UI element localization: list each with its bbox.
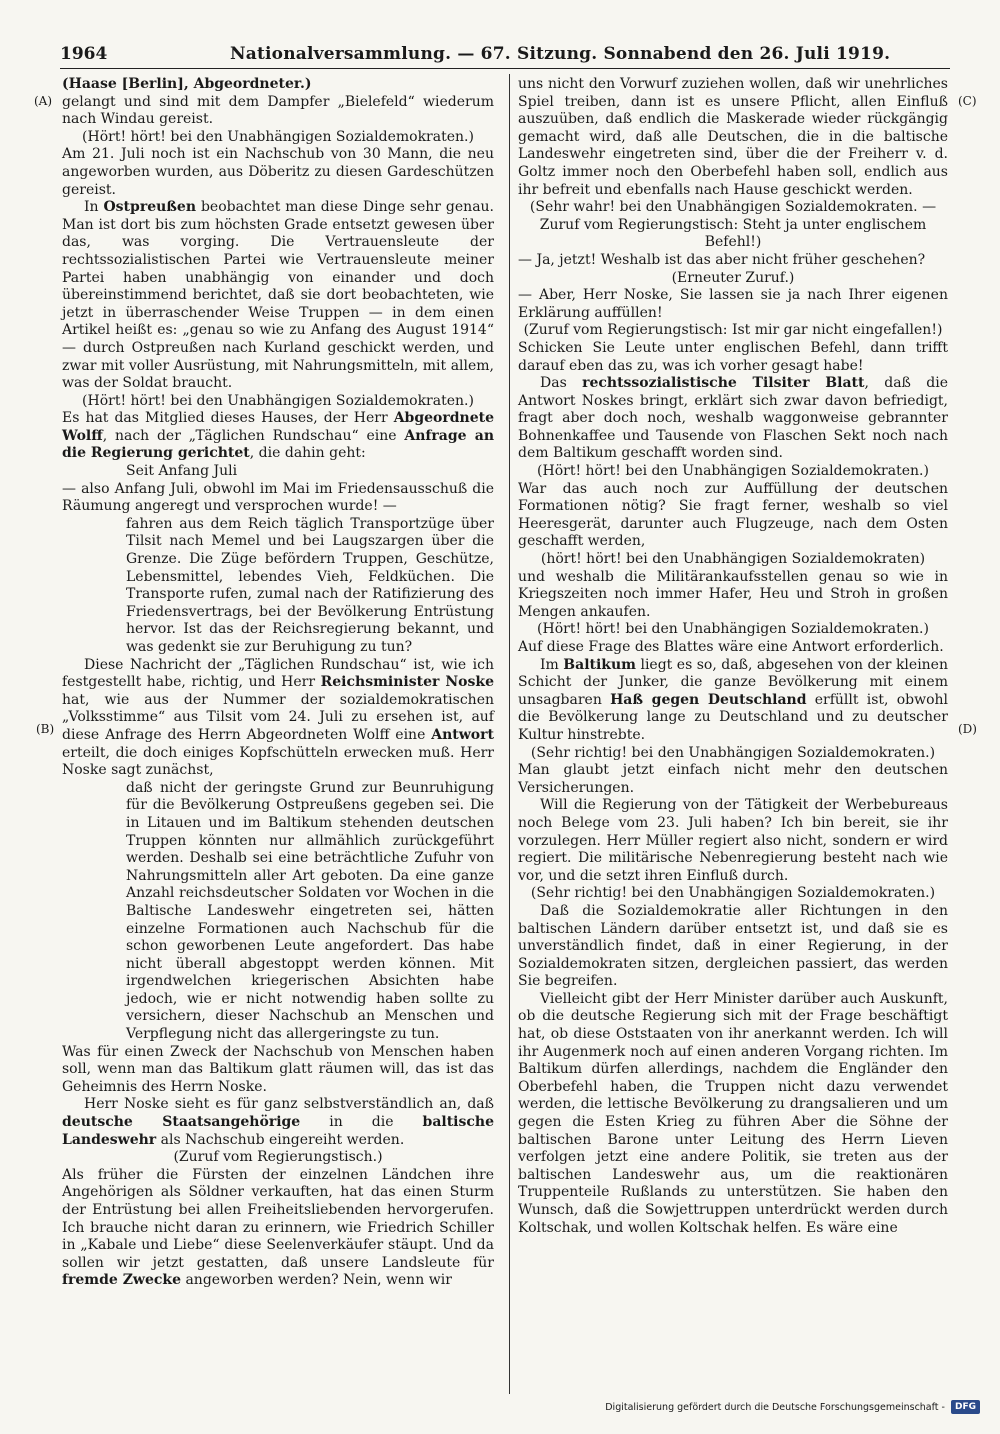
quote: Seit Anfang Juli xyxy=(126,463,238,480)
page-number: 1964 xyxy=(60,44,108,64)
quote: daß nicht der geringste Grund zur Beunruhigung für die Bevölkerung Ostpreußens gegeben sei. Die in Litauen und im Baltikum stehenden deutschen Truppen könnten nur allmählich zurückgeführt werden. Deshalb sei eine beträchtliche Zufuhr von Nahrungsmitteln aller Art geboten. Da eine ganze Anzahl reichsdeutscher Soldaten vor Wochen in die Baltische Landeswehr eingetreten sei, hätten einzelne Formationen auch Nachschub für die schon geworbenen Leute angefordert. Das habe nicht überall abgestoppt werden können. Mit irgendwelchen kriegerischen Absichten habe jedoch, wie er nicht notwendig haben sollte zu versichern, dieser Nachschub an Menschen und Verpflegung nicht das allergeringste zu tun. xyxy=(126,779,494,1043)
emphasis: Abgeordnete Wolff xyxy=(62,410,494,444)
paragraph: Das rechtssozialistische Tilsiter Blatt, daß die Antwort Noskes bringt, erklärt sich zwar davon befriedigt, fragt aber doch noch, weshalb waggonweise gebrannter Bohnenkaffee und Tausende von Flaschen Sekt noch nach dem Baltikum geschafft worden sind. xyxy=(518,375,948,462)
interjection: (hört! hört! bei den Unabhängigen Sozialdemokraten) xyxy=(540,551,926,568)
emphasis: deutsche Staatsangehörige xyxy=(62,1114,301,1131)
column-divider xyxy=(509,74,510,1394)
paragraph: — Aber, Herr Noske, Sie lassen sie ja nach Ihrer eigenen Erklärung auffüllen! xyxy=(518,287,948,321)
interjection: (Hört! hört! bei den Unabhängigen Sozialdemokraten.) xyxy=(537,463,929,480)
left-column xyxy=(62,76,494,1290)
running-head: Nationalversammlung. — 67. Sitzung. Sonnabend den 26. Juli 1919. xyxy=(230,44,891,64)
paragraph: Auf diese Frage des Blattes wäre eine Antwort erforderlich. xyxy=(518,639,944,655)
paragraph: uns nicht den Vorwurf zuziehen wollen, daß wir unehrliches Spiel treiben, dann ist es unsere Pflicht, allen Einfluß auszuüben, daß endlich die Maskerade wieder rückgängig gemacht wird, daß alle Deutschen, die in die baltische Landeswehr eingetreten sind, über die der Freiherr v. d. Goltz immer noch den Oberbefehl haben soll, endlich aus ihr befreit und ebenfalls nach Hause geschickt werden. xyxy=(518,76,948,198)
emphasis: Ostpreußen xyxy=(103,199,197,216)
interjection: (Hört! hört! bei den Unabhängigen Sozialdemokraten.) xyxy=(537,621,929,638)
emphasis: Baltikum xyxy=(563,656,636,673)
interjection: (Sehr wahr! bei den Unabhängigen Sozialdemokraten. — Zuruf vom Regierungstisch: Steht ja unter englischem Befehl!) xyxy=(529,199,937,251)
paragraph: Will die Regierung von der Tätigkeit der Werbebureaus noch Belege vom 23. Juli haben? Ich bin bereit, sie ihr vorzulegen. Herr Müller regiert also nicht, sondern er wird regiert. Die militärische Nebenregierung besteht nach wie vor, und die setzt ihren Einfluß durch. xyxy=(518,797,948,884)
speaker-label: (Haase [Berlin], Abgeordneter.) xyxy=(62,76,312,92)
footer xyxy=(605,1400,980,1414)
emphasis: Reichsminister Noske xyxy=(320,674,494,691)
interjection: (Sehr richtig! bei den Unabhängigen Sozialdemokraten.) xyxy=(530,744,936,761)
emphasis: fremde Zwecke xyxy=(62,1272,181,1289)
margin-mark-d: (D) xyxy=(958,722,977,736)
paragraph: Vielleicht gibt der Herr Minister darüber auch Auskunft, ob die deutsche Regierung sich mit der Frage beschäftigt hat, ob diese Oststaaten von ihr anerkannt werden. Ich will ihr Augenmerk noch auf einen anderen Vorgang richten. Im Baltikum dürfen allerdings, nachdem die Engländer den Oberbefehl haben, die Truppen nicht dazu verwendet werden, die lettische Bevölkerung zu drangsalieren und um gegen die Esten Krieg zu führen Aber die Söhne der baltischen Barone unter Leitung des Herrn Lieven verfolgen jetzt eine andere Politik, sie treten aus der baltischen Landeswehr aus, um die reaktionären Truppenteile Rußlands zu unterstützen. Sie haben den Wunsch, daß die Sowjettruppen unterdrückt werden durch Koltschak, und wollen Koltschak helfen. Es wäre eine xyxy=(518,990,948,1236)
interjection: (Sehr richtig! bei den Unabhängigen Sozialdemokraten.) xyxy=(530,885,936,902)
paragraph: Man glaubt jetzt einfach nicht mehr den deutschen Versicherungen. xyxy=(518,762,948,796)
paragraph: Am 21. Juli noch ist ein Nachschub von 30 Mann, die neu angeworben wurden, aus Döberitz zu diesen Gardeschützen gereist. xyxy=(62,146,494,198)
paragraph: Diese Nachricht der „Täglichen Rundschau“ ist, wie ich festgestellt habe, richtig, und Herr Reichsminister Noske hat, wie aus der Nummer der sozialdemokratischen „Volksstimme“ aus Tilsit vom 24. Juli zu ersehen ist, auf diese Anfrage des Herrn Abgeordneten Wolff eine Antwort erteilt, die doch einiges Kopfschütteln erwecken muß. Herr Noske sagt zunächst, xyxy=(62,656,494,779)
margin-mark-c: (C) xyxy=(958,94,977,108)
header-rule xyxy=(60,68,950,69)
emphasis: Anfrage an die Regierung gerichtet xyxy=(62,427,494,462)
emphasis: baltische Landeswehr xyxy=(62,1114,494,1148)
margin-mark-b: (B) xyxy=(36,722,55,736)
paragraph: Als früher die Fürsten der einzelnen Ländchen ihre Angehörigen als Söldner verkauften, hat das einen Sturm der Entrüstung bei allen Freiheitsliebenden hervorgerufen. Ich brauche nicht daran zu erinnern, wie Friedrich Schiller in „Kabale und Liebe“ diese Seelenverkäufer stäupt. Und da sollen wir jetzt gestatten, daß unsere Landsleute für fremde Zwecke angeworben werden? Nein, wenn wir xyxy=(62,1166,494,1289)
interjection: (Zuruf vom Regierungstisch.) xyxy=(173,1149,383,1166)
paragraph: Schicken Sie Leute unter englischen Befehl, dann trifft darauf eben das zu, was ich vorher gesagt habe! xyxy=(518,339,948,374)
interjection: (Zuruf vom Regierungstisch: Ist mir gar nicht eingefallen!) xyxy=(523,322,943,339)
margin-mark-a: (A) xyxy=(34,94,53,108)
paragraph: — also Anfang Juli, obwohl im Mai im Friedensausschuß die Räumung angeregt und versprochen wurde! — xyxy=(62,480,494,515)
paragraph: und weshalb die Militärankaufsstellen genau so wie in Kriegszeiten noch immer Hafer, Heu und Stroh in großen Mengen ankaufen. xyxy=(518,568,948,620)
paragraph: Im Baltikum liegt es so, daß, abgesehen von der kleinen Schicht der Junker, die ganze Bevölkerung mit einem unsagbaren Haß gegen Deutschland erfüllt ist, obwohl die Bevölkerung lange zu Deutschland und zu deutscher Kultur hinstrebte. xyxy=(518,656,948,743)
paragraph: — Ja, jetzt! Weshalb ist das aber nicht früher geschehen? xyxy=(518,251,926,268)
paragraph: In Ostpreußen beobachtet man diese Dinge sehr genau. Man ist dort bis zum höchsten Grade entsetzt gewesen über das, was vorging. Die Vertrauensleute der rechtssozialistischen Partei wie Vertrauensleute meiner Partei haben unabhängig von einander und doch übereinstimmend berichtet, daß sie dort beobachteten, wie jetzt in überraschender Weise Truppen — in dem einen Artikel heißt es: „genau so wie zu Anfang des August 1914“ — durch Ostpreußen nach Kurland geschickt werden, und zwar mit voller Ausrüstung, mit Nahrungsmitteln, mit allem, was der Soldat braucht. xyxy=(62,199,495,392)
paragraph: War das auch noch zur Auffüllung der deutschen Formationen nötig? Sie fragt ferner, weshalb so viel Heeresgerät, darunter auch Flugzeuge, nach dem Osten geschafft werden, xyxy=(518,480,948,550)
right-column xyxy=(518,76,948,1237)
dfg-logo[interactable]: DFG xyxy=(951,1400,980,1414)
emphasis: rechtssozialistische Tilsiter Blatt xyxy=(582,375,865,392)
emphasis: Haß gegen Deutschland xyxy=(610,691,807,708)
quote: fahren aus dem Reich täglich Transportzüge über Tilsit nach Memel und bei Laugszargen über die Grenze. Die Züge befördern Truppen, Geschütze, Lebensmittel, lebendes Vieh, Feldküchen. Die Transporte rufen, zumal nach der Ratifizierung des Friedensvertrags, bei der Bevölkerung Entrüstung hervor. Ist das der Reichsregierung bekannt, und was gedenkt sie zur Beruhigung zu tun? xyxy=(126,515,494,655)
interjection: (Hört! hört! bei den Unabhängigen Sozialdemokraten.) xyxy=(82,128,474,145)
interjection: (Erneuter Zuruf.) xyxy=(671,269,795,286)
paragraph: Daß die Sozialdemokratie aller Richtungen in den baltischen Ländern darüber entsetzt ist, und daß sie es unverständlich findet, daß in einer Regierung, in der Sozialdemokraten sitzen, dergleichen passiert, das werden Sie begreifen. xyxy=(518,902,948,990)
interjection: (Hört! hört! bei den Unabhängigen Sozialdemokraten.) xyxy=(82,392,474,409)
paragraph: gelangt und sind mit dem Dampfer „Bielefeld“ wiederum nach Windau gereist. xyxy=(62,93,494,128)
footer-credit: Digitalisierung gefördert durch die Deutsche Forschungsgemeinschaft - xyxy=(605,1401,945,1413)
emphasis: Antwort xyxy=(431,726,494,743)
paragraph: Es hat das Mitglied dieses Hauses, der Herr Abgeordnete Wolff, nach der „Täglichen Rundschau“ eine Anfrage an die Regierung gerichtet, die dahin geht: xyxy=(62,410,494,462)
paragraph: Was für einen Zweck der Nachschub von Menschen haben soll, wenn man das Baltikum glatt räumen will, das ist das Geheimnis des Herrn Noske. xyxy=(62,1043,494,1095)
paragraph: Herr Noske sieht es für ganz selbstverständlich an, daß deutsche Staatsangehörige in die baltische Landeswehr als Nachschub eingereiht werden. xyxy=(62,1096,494,1148)
